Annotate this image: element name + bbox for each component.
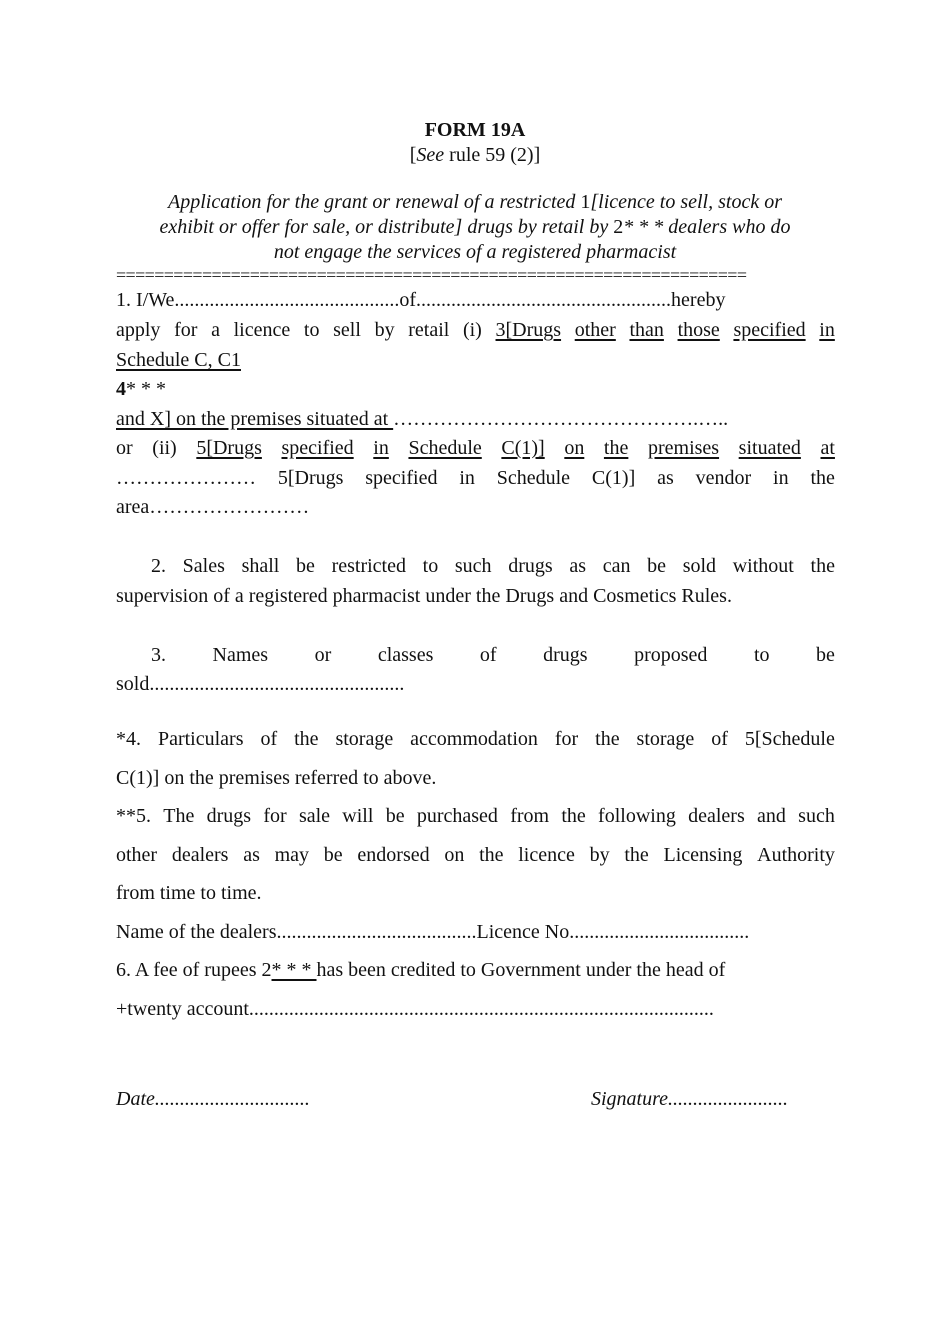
dealers-line: Name of the dealers........................................Licence No.................................... bbox=[116, 921, 750, 943]
word: specified bbox=[365, 467, 438, 489]
word: by bbox=[374, 319, 395, 341]
word: on bbox=[444, 844, 465, 866]
word: be bbox=[296, 555, 315, 577]
word: to bbox=[753, 644, 770, 666]
word: restricted bbox=[331, 555, 406, 577]
word: the bbox=[810, 555, 835, 577]
rule-see: See bbox=[416, 144, 445, 166]
word: as bbox=[243, 844, 260, 866]
clause-6-line-2: +twenty account............................................................................................. bbox=[116, 998, 714, 1020]
clause-5-line-1 bbox=[116, 804, 835, 828]
footnote-ref: 2 bbox=[613, 216, 624, 238]
word: endorsed bbox=[357, 844, 430, 866]
word: licence bbox=[518, 844, 575, 866]
word: as bbox=[657, 467, 674, 489]
word: in bbox=[459, 467, 475, 489]
word: 5[Schedule bbox=[744, 728, 835, 750]
word: Names bbox=[212, 644, 269, 666]
separator: ================================================================== bbox=[116, 265, 747, 285]
word: dealers bbox=[171, 844, 229, 866]
word: Licensing bbox=[663, 844, 743, 866]
word: for bbox=[554, 728, 579, 750]
heading-text: not engage the services of a registered pharmacist bbox=[273, 241, 677, 263]
premises-blank: ……………………………………….….. bbox=[393, 408, 729, 430]
word: from bbox=[510, 805, 550, 827]
word: drugs bbox=[206, 805, 252, 827]
clause-3-line-1 bbox=[151, 643, 835, 667]
word: those bbox=[677, 319, 720, 341]
signature-field: Signature........................ bbox=[591, 1088, 789, 1110]
word: retail bbox=[408, 319, 450, 341]
word: Particulars bbox=[157, 728, 244, 750]
word: Schedule bbox=[408, 437, 482, 459]
word: licence bbox=[233, 319, 291, 341]
word: Sales bbox=[182, 555, 225, 577]
word: proposed bbox=[634, 644, 708, 666]
word: drugs bbox=[508, 555, 553, 577]
word: be bbox=[816, 644, 835, 666]
word: 5[Drugs bbox=[277, 467, 344, 489]
word: to bbox=[303, 319, 320, 341]
clause-1-line-4 bbox=[116, 377, 166, 401]
heading-line-1 bbox=[0, 190, 950, 214]
word: in bbox=[373, 437, 389, 459]
word: can bbox=[602, 555, 631, 577]
word: without bbox=[732, 555, 794, 577]
word: will bbox=[342, 805, 374, 827]
word: specified bbox=[281, 437, 354, 459]
word: as bbox=[569, 555, 587, 577]
word: drugs bbox=[543, 644, 588, 666]
word: may bbox=[274, 844, 310, 866]
word: of bbox=[260, 728, 278, 750]
word: the bbox=[595, 728, 620, 750]
word: C(1)] bbox=[501, 437, 545, 459]
rule-rest: rule 59 (2)] bbox=[444, 144, 541, 166]
word: in bbox=[773, 467, 789, 489]
word: on bbox=[564, 437, 585, 459]
clause-1-line-8: area…………………… bbox=[116, 496, 310, 518]
word: *4. bbox=[116, 728, 141, 750]
word: situated bbox=[738, 437, 801, 459]
word: apply bbox=[116, 319, 161, 341]
word: 5[Drugs bbox=[196, 437, 262, 459]
word: **5. bbox=[116, 805, 151, 827]
heading-text: exhibit or offer for sale, or distribute] drugs by retail by bbox=[159, 216, 614, 238]
word: the bbox=[294, 728, 319, 750]
word: the bbox=[479, 844, 504, 866]
heading-text: * * * dealers who do bbox=[623, 216, 791, 238]
word: for bbox=[174, 319, 198, 341]
word: following bbox=[598, 805, 676, 827]
word: or bbox=[116, 437, 133, 459]
word: sell bbox=[333, 319, 361, 341]
word: sold bbox=[682, 555, 717, 577]
word: a bbox=[211, 319, 220, 341]
word: ………………… bbox=[116, 467, 256, 489]
omission-mark: * * * bbox=[126, 378, 166, 400]
word: and bbox=[757, 805, 786, 827]
word: of bbox=[479, 644, 497, 666]
clause-2-line-1 bbox=[151, 554, 835, 578]
clause-2-line-2: supervision of a registered pharmacist under the Drugs and Cosmetics Rules. bbox=[116, 585, 732, 607]
word: other bbox=[574, 319, 616, 341]
clause-5-line-3: from time to time. bbox=[116, 882, 262, 904]
word: be bbox=[385, 805, 405, 827]
word: specified bbox=[733, 319, 806, 341]
word: storage bbox=[636, 728, 695, 750]
word: 2. bbox=[151, 555, 166, 577]
heading-line-3 bbox=[0, 240, 950, 264]
word: the bbox=[603, 437, 629, 459]
word: the bbox=[810, 467, 835, 489]
clause-1-line-3: Schedule C, C1 bbox=[116, 349, 241, 371]
word: (i) bbox=[462, 319, 482, 341]
word: for bbox=[263, 805, 287, 827]
word: be bbox=[647, 555, 667, 577]
clause-4-line-2: C(1)] on the premises referred to above. bbox=[116, 767, 437, 789]
word: vendor bbox=[695, 467, 752, 489]
word: of bbox=[711, 728, 728, 750]
heading-text: [licence to sell, stock or bbox=[590, 191, 782, 213]
rule-open: [ bbox=[409, 144, 417, 166]
footnote-ref: 1 bbox=[580, 191, 591, 213]
word: Schedule bbox=[496, 467, 571, 489]
clause-1-line-1: 1. I/We.............................................of...................................................hereby bbox=[116, 289, 726, 311]
clause-3-line-2: sold................................................... bbox=[116, 673, 405, 695]
word: at bbox=[820, 437, 835, 459]
clause-1-line-7 bbox=[116, 466, 835, 490]
word: be bbox=[323, 844, 343, 866]
word: than bbox=[629, 319, 664, 341]
word: classes bbox=[377, 644, 434, 666]
word: 3[Drugs bbox=[495, 319, 562, 341]
clause-1-line-5 bbox=[116, 407, 728, 431]
premises-label: and X] on the premises situated at bbox=[116, 408, 394, 430]
clause-1-line-6 bbox=[116, 436, 835, 460]
word: the bbox=[561, 805, 586, 827]
word: C(1)] bbox=[591, 467, 636, 489]
word: dealers bbox=[688, 805, 745, 827]
heading-text: Application for the grant or renewal of a restricted bbox=[168, 191, 581, 213]
heading-line-2 bbox=[0, 215, 950, 239]
word: shall bbox=[241, 555, 280, 577]
clause-4-line-1 bbox=[116, 727, 835, 751]
word: such bbox=[454, 555, 492, 577]
footnote-ref: 4 bbox=[116, 378, 126, 400]
word: the bbox=[624, 844, 649, 866]
omission-mark: * * * bbox=[271, 959, 317, 981]
word: or bbox=[314, 644, 332, 666]
word: in bbox=[819, 319, 835, 341]
word: The bbox=[163, 805, 195, 827]
word: purchased bbox=[416, 805, 498, 827]
word: to bbox=[422, 555, 439, 577]
clause-5-line-2 bbox=[116, 843, 835, 867]
word: (ii) bbox=[152, 437, 177, 459]
word: Authority bbox=[757, 844, 835, 866]
word: such bbox=[798, 805, 835, 827]
form-title: FORM 19A bbox=[424, 119, 526, 141]
word: 3. bbox=[151, 644, 166, 666]
word: by bbox=[589, 844, 610, 866]
word: sale bbox=[298, 805, 331, 827]
fee-text: has been credited to Government under the head of bbox=[316, 959, 726, 981]
word: premises bbox=[647, 437, 720, 459]
rule-reference bbox=[0, 143, 950, 167]
clause-6-line-1 bbox=[116, 958, 725, 982]
date-field: Date............................... bbox=[116, 1088, 310, 1110]
word: other bbox=[116, 844, 158, 866]
word: storage bbox=[335, 728, 394, 750]
clause-1-line-2 bbox=[116, 318, 835, 342]
word: accommodation bbox=[410, 728, 538, 750]
fee-text: 6. A fee of rupees 2 bbox=[116, 959, 272, 981]
